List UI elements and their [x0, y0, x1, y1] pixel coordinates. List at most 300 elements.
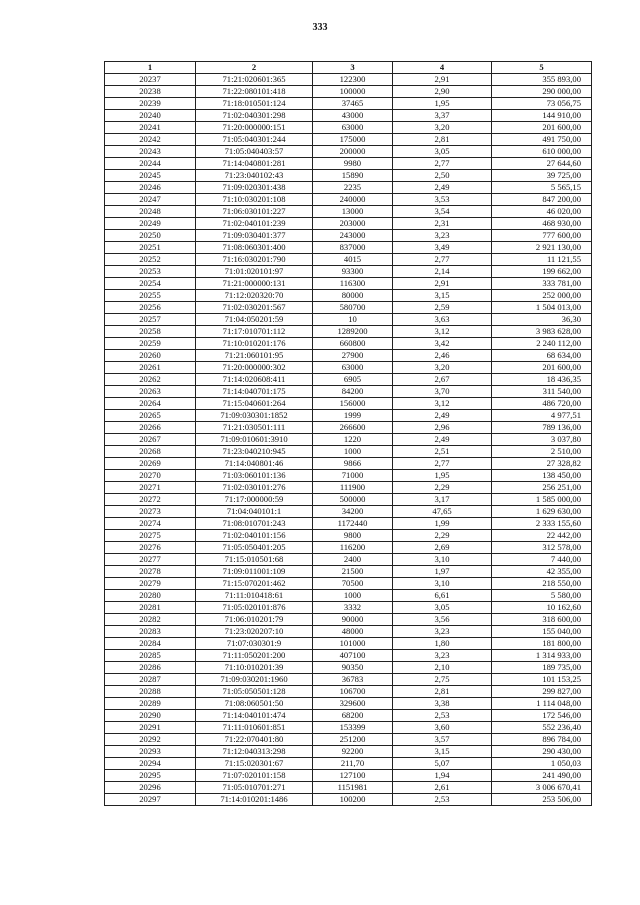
area-cell: 21500 [313, 566, 393, 578]
value-cell: 491 750,00 [492, 134, 592, 146]
value-cell: 241 490,00 [492, 770, 592, 782]
row-number-cell: 20296 [105, 782, 196, 794]
rate-cell: 3,20 [393, 362, 492, 374]
cadastral-number-cell: 71:09:010601:3910 [196, 434, 313, 446]
table-header [105, 62, 592, 74]
table-row [105, 278, 592, 290]
rate-cell: 3,63 [393, 314, 492, 326]
cadastral-number-cell: 71:05:020101:876 [196, 602, 313, 614]
rate-cell: 3,10 [393, 578, 492, 590]
row-number-cell: 20268 [105, 446, 196, 458]
table-row [105, 338, 592, 350]
value-cell: 486 720,00 [492, 398, 592, 410]
column-header-1: 1 [105, 62, 196, 74]
cadastral-number-cell: 71:08:060501:50 [196, 698, 313, 710]
rate-cell: 2,67 [393, 374, 492, 386]
row-number-cell: 20256 [105, 302, 196, 314]
value-cell: 610 000,00 [492, 146, 592, 158]
row-number-cell: 20267 [105, 434, 196, 446]
row-number-cell: 20274 [105, 518, 196, 530]
row-number-cell: 20291 [105, 722, 196, 734]
row-number-cell: 20289 [105, 698, 196, 710]
rate-cell: 3,12 [393, 398, 492, 410]
rate-cell: 2,91 [393, 74, 492, 86]
area-cell: 6905 [313, 374, 393, 386]
table-body [105, 74, 592, 806]
table-row [105, 194, 592, 206]
cadastral-number-cell: 71:15:020301:67 [196, 758, 313, 770]
rate-cell: 1,94 [393, 770, 492, 782]
table-row [105, 290, 592, 302]
value-cell: 290 430,00 [492, 746, 592, 758]
cadastral-number-cell: 71:09:030401:377 [196, 230, 313, 242]
area-cell: 63000 [313, 362, 393, 374]
cadastral-number-cell: 71:05:050401:205 [196, 542, 313, 554]
table-row [105, 122, 592, 134]
row-number-cell: 20278 [105, 566, 196, 578]
row-number-cell: 20288 [105, 686, 196, 698]
area-cell: 1172440 [313, 518, 393, 530]
cadastral-number-cell: 71:23:040210:945 [196, 446, 313, 458]
rate-cell: 2,10 [393, 662, 492, 674]
cadastral-number-cell: 71:06:030101:227 [196, 206, 313, 218]
cadastral-number-cell: 71:21:060101:95 [196, 350, 313, 362]
rate-cell: 3,57 [393, 734, 492, 746]
row-number-cell: 20250 [105, 230, 196, 242]
area-cell: 106700 [313, 686, 393, 698]
value-cell: 1 504 013,00 [492, 302, 592, 314]
rate-cell: 2,31 [393, 218, 492, 230]
row-number-cell: 20281 [105, 602, 196, 614]
row-number-cell: 20240 [105, 110, 196, 122]
page-number: 333 [312, 22, 328, 33]
area-cell: 329600 [313, 698, 393, 710]
rate-cell: 2,75 [393, 674, 492, 686]
row-number-cell: 20259 [105, 338, 196, 350]
value-cell: 181 800,00 [492, 638, 592, 650]
value-cell: 552 236,40 [492, 722, 592, 734]
value-cell: 1 314 933,00 [492, 650, 592, 662]
rate-cell: 3,53 [393, 194, 492, 206]
cadastral-number-cell: 71:08:060301:400 [196, 242, 313, 254]
area-cell: 111900 [313, 482, 393, 494]
cadastral-number-cell: 71:15:070201:462 [196, 578, 313, 590]
column-header-3: 3 [313, 62, 393, 74]
rate-cell: 3,23 [393, 230, 492, 242]
table-row [105, 494, 592, 506]
row-number-cell: 20238 [105, 86, 196, 98]
rate-cell: 3,42 [393, 338, 492, 350]
area-cell: 13000 [313, 206, 393, 218]
rate-cell: 2,29 [393, 482, 492, 494]
rate-cell: 2,59 [393, 302, 492, 314]
area-cell: 2235 [313, 182, 393, 194]
value-cell: 252 000,00 [492, 290, 592, 302]
row-number-cell: 20277 [105, 554, 196, 566]
rate-cell: 1,95 [393, 98, 492, 110]
row-number-cell: 20265 [105, 410, 196, 422]
row-number-cell: 20272 [105, 494, 196, 506]
row-number-cell: 20283 [105, 626, 196, 638]
cadastral-number-cell: 71:20:000000:151 [196, 122, 313, 134]
cadastral-number-cell: 71:18:010501:124 [196, 98, 313, 110]
cadastral-number-cell: 71:16:030201:790 [196, 254, 313, 266]
cadastral-number-cell: 71:15:040601:264 [196, 398, 313, 410]
row-number-cell: 20239 [105, 98, 196, 110]
cadastral-number-cell: 71:10:010201:176 [196, 338, 313, 350]
cadastral-number-cell: 71:05:040301:244 [196, 134, 313, 146]
area-cell: 9980 [313, 158, 393, 170]
area-cell: 1999 [313, 410, 393, 422]
area-cell: 200000 [313, 146, 393, 158]
rate-cell: 2,46 [393, 350, 492, 362]
cadastral-number-cell: 71:09:020301:438 [196, 182, 313, 194]
value-cell: 11 121,55 [492, 254, 592, 266]
row-number-cell: 20253 [105, 266, 196, 278]
rate-cell: 2,77 [393, 254, 492, 266]
area-cell: 101000 [313, 638, 393, 650]
table-row [105, 722, 592, 734]
area-cell: 9800 [313, 530, 393, 542]
value-cell: 46 020,00 [492, 206, 592, 218]
row-number-cell: 20285 [105, 650, 196, 662]
row-number-cell: 20264 [105, 398, 196, 410]
area-cell: 93300 [313, 266, 393, 278]
value-cell: 2 510,00 [492, 446, 592, 458]
value-cell: 3 037,80 [492, 434, 592, 446]
rate-cell: 2,61 [393, 782, 492, 794]
value-cell: 189 735,00 [492, 662, 592, 674]
value-cell: 218 550,00 [492, 578, 592, 590]
value-cell: 3 006 670,41 [492, 782, 592, 794]
area-cell: 407100 [313, 650, 393, 662]
value-cell: 2 240 112,00 [492, 338, 592, 350]
register-table [104, 61, 592, 806]
cadastral-number-cell: 71:14:010201:1486 [196, 794, 313, 806]
area-cell: 90350 [313, 662, 393, 674]
rate-cell: 2,49 [393, 434, 492, 446]
table-row [105, 182, 592, 194]
cadastral-number-cell: 71:22:070401:80 [196, 734, 313, 746]
area-cell: 660800 [313, 338, 393, 350]
rate-cell: 3,54 [393, 206, 492, 218]
column-header-5: 5 [492, 62, 592, 74]
area-cell: 84200 [313, 386, 393, 398]
row-number-cell: 20258 [105, 326, 196, 338]
column-header-4: 4 [393, 62, 492, 74]
table-row [105, 698, 592, 710]
value-cell: 172 546,00 [492, 710, 592, 722]
table-row [105, 206, 592, 218]
rate-cell: 2,50 [393, 170, 492, 182]
value-cell: 7 440,00 [492, 554, 592, 566]
rate-cell: 3,15 [393, 290, 492, 302]
table-row [105, 110, 592, 122]
area-cell: 240000 [313, 194, 393, 206]
row-number-cell: 20290 [105, 710, 196, 722]
area-cell: 90000 [313, 614, 393, 626]
table-row [105, 158, 592, 170]
value-cell: 1 629 630,00 [492, 506, 592, 518]
rate-cell: 2,14 [393, 266, 492, 278]
rate-cell: 2,96 [393, 422, 492, 434]
area-cell: 34200 [313, 506, 393, 518]
area-cell: 1000 [313, 446, 393, 458]
value-cell: 73 056,75 [492, 98, 592, 110]
row-number-cell: 20237 [105, 74, 196, 86]
table-row [105, 782, 592, 794]
row-number-cell: 20255 [105, 290, 196, 302]
table-row [105, 590, 592, 602]
row-number-cell: 20269 [105, 458, 196, 470]
value-cell: 256 251,00 [492, 482, 592, 494]
value-cell: 847 200,00 [492, 194, 592, 206]
area-cell: 15890 [313, 170, 393, 182]
area-cell: 71000 [313, 470, 393, 482]
cadastral-number-cell: 71:14:020608:411 [196, 374, 313, 386]
row-number-cell: 20260 [105, 350, 196, 362]
cadastral-number-cell: 71:17:010701:112 [196, 326, 313, 338]
cadastral-number-cell: 71:11:050201:200 [196, 650, 313, 662]
table-row [105, 74, 592, 86]
table-row [105, 602, 592, 614]
area-cell: 251200 [313, 734, 393, 746]
table-row [105, 530, 592, 542]
table-row [105, 650, 592, 662]
cadastral-number-cell: 71:02:030101:276 [196, 482, 313, 494]
table-row [105, 518, 592, 530]
table-row [105, 350, 592, 362]
value-cell: 1 585 000,00 [492, 494, 592, 506]
value-cell: 201 600,00 [492, 122, 592, 134]
cadastral-number-cell: 71:15:010501:68 [196, 554, 313, 566]
value-cell: 253 506,00 [492, 794, 592, 806]
row-number-cell: 20244 [105, 158, 196, 170]
rate-cell: 3,23 [393, 650, 492, 662]
table-row [105, 374, 592, 386]
value-cell: 138 450,00 [492, 470, 592, 482]
table-row [105, 674, 592, 686]
value-cell: 318 600,00 [492, 614, 592, 626]
rate-cell: 3,05 [393, 146, 492, 158]
table-row [105, 506, 592, 518]
area-cell: 500000 [313, 494, 393, 506]
area-cell: 837000 [313, 242, 393, 254]
table-row [105, 662, 592, 674]
area-cell: 1220 [313, 434, 393, 446]
cadastral-number-cell: 71:10:010201:39 [196, 662, 313, 674]
rate-cell: 2,49 [393, 410, 492, 422]
value-cell: 155 040,00 [492, 626, 592, 638]
cadastral-number-cell: 71:23:020207:10 [196, 626, 313, 638]
value-cell: 18 436,35 [492, 374, 592, 386]
area-cell: 100000 [313, 86, 393, 98]
value-cell: 468 930,00 [492, 218, 592, 230]
value-cell: 39 725,00 [492, 170, 592, 182]
row-number-cell: 20276 [105, 542, 196, 554]
table-row [105, 446, 592, 458]
rate-cell: 1,80 [393, 638, 492, 650]
table-row [105, 638, 592, 650]
rate-cell: 2,81 [393, 134, 492, 146]
rate-cell: 2,77 [393, 458, 492, 470]
value-cell: 2 333 155,60 [492, 518, 592, 530]
table-row [105, 266, 592, 278]
value-cell: 311 540,00 [492, 386, 592, 398]
cadastral-number-cell: 71:14:040101:474 [196, 710, 313, 722]
table-row [105, 254, 592, 266]
rate-cell: 3,49 [393, 242, 492, 254]
table-row [105, 218, 592, 230]
rate-cell: 2,69 [393, 542, 492, 554]
area-cell: 48000 [313, 626, 393, 638]
area-cell: 122300 [313, 74, 393, 86]
area-cell: 43000 [313, 110, 393, 122]
cadastral-number-cell: 71:21:020601:365 [196, 74, 313, 86]
value-cell: 10 162,60 [492, 602, 592, 614]
row-number-cell: 20295 [105, 770, 196, 782]
value-cell: 101 153,25 [492, 674, 592, 686]
row-number-cell: 20246 [105, 182, 196, 194]
table-row [105, 362, 592, 374]
cadastral-number-cell: 71:11:010601:851 [196, 722, 313, 734]
table-row [105, 170, 592, 182]
table-row [105, 554, 592, 566]
area-cell: 211,70 [313, 758, 393, 770]
value-cell: 355 893,00 [492, 74, 592, 86]
cadastral-number-cell: 71:09:030201:1960 [196, 674, 313, 686]
area-cell: 3332 [313, 602, 393, 614]
table-row [105, 398, 592, 410]
cadastral-number-cell: 71:03:060101:136 [196, 470, 313, 482]
row-number-cell: 20263 [105, 386, 196, 398]
value-cell: 5 580,00 [492, 590, 592, 602]
rate-cell: 3,60 [393, 722, 492, 734]
table-row [105, 734, 592, 746]
value-cell: 896 784,00 [492, 734, 592, 746]
row-number-cell: 20282 [105, 614, 196, 626]
rate-cell: 3,20 [393, 122, 492, 134]
value-cell: 42 355,00 [492, 566, 592, 578]
area-cell: 92200 [313, 746, 393, 758]
row-number-cell: 20286 [105, 662, 196, 674]
row-number-cell: 20297 [105, 794, 196, 806]
row-number-cell: 20254 [105, 278, 196, 290]
table-row [105, 302, 592, 314]
row-number-cell: 20248 [105, 206, 196, 218]
row-number-cell: 20293 [105, 746, 196, 758]
area-cell: 580700 [313, 302, 393, 314]
table-row [105, 86, 592, 98]
cadastral-number-cell: 71:05:010701:271 [196, 782, 313, 794]
cadastral-number-cell: 71:22:080101:418 [196, 86, 313, 98]
row-number-cell: 20287 [105, 674, 196, 686]
value-cell: 333 781,00 [492, 278, 592, 290]
area-cell: 100200 [313, 794, 393, 806]
area-cell: 243000 [313, 230, 393, 242]
cadastral-number-cell: 71:05:050501:128 [196, 686, 313, 698]
rate-cell: 3,38 [393, 698, 492, 710]
row-number-cell: 20279 [105, 578, 196, 590]
cadastral-number-cell: 71:02:040301:298 [196, 110, 313, 122]
rate-cell: 3,37 [393, 110, 492, 122]
area-cell: 80000 [313, 290, 393, 302]
table-row [105, 434, 592, 446]
cadastral-number-cell: 71:09:030301:1852 [196, 410, 313, 422]
table-row [105, 746, 592, 758]
cadastral-number-cell: 71:17:000000:59 [196, 494, 313, 506]
cadastral-number-cell: 71:20:000000:302 [196, 362, 313, 374]
rate-cell: 2,91 [393, 278, 492, 290]
rate-cell: 2,29 [393, 530, 492, 542]
value-cell: 312 578,00 [492, 542, 592, 554]
cadastral-number-cell: 71:14:040801:281 [196, 158, 313, 170]
row-number-cell: 20261 [105, 362, 196, 374]
row-number-cell: 20252 [105, 254, 196, 266]
table-row [105, 758, 592, 770]
table-row [105, 314, 592, 326]
area-cell: 37465 [313, 98, 393, 110]
row-number-cell: 20257 [105, 314, 196, 326]
table-row [105, 614, 592, 626]
area-cell: 70500 [313, 578, 393, 590]
value-cell: 22 442,00 [492, 530, 592, 542]
row-number-cell: 20247 [105, 194, 196, 206]
value-cell: 777 600,00 [492, 230, 592, 242]
value-cell: 290 000,00 [492, 86, 592, 98]
rate-cell: 2,53 [393, 794, 492, 806]
cadastral-number-cell: 71:01:020101:97 [196, 266, 313, 278]
cadastral-number-cell: 71:12:020320:70 [196, 290, 313, 302]
row-number-cell: 20280 [105, 590, 196, 602]
row-number-cell: 20275 [105, 530, 196, 542]
rate-cell: 6,61 [393, 590, 492, 602]
cadastral-number-cell: 71:07:020101:158 [196, 770, 313, 782]
area-cell: 68200 [313, 710, 393, 722]
table-row [105, 626, 592, 638]
rate-cell: 3,56 [393, 614, 492, 626]
value-cell: 1 050,03 [492, 758, 592, 770]
cadastral-number-cell: 71:10:030201:108 [196, 194, 313, 206]
area-cell: 27900 [313, 350, 393, 362]
value-cell: 36,30 [492, 314, 592, 326]
row-number-cell: 20294 [105, 758, 196, 770]
area-cell: 153399 [313, 722, 393, 734]
table-row [105, 98, 592, 110]
rate-cell: 2,81 [393, 686, 492, 698]
cadastral-number-cell: 71:14:040801:46 [196, 458, 313, 470]
table-row [105, 146, 592, 158]
table-row [105, 770, 592, 782]
row-number-cell: 20249 [105, 218, 196, 230]
rate-cell: 1,97 [393, 566, 492, 578]
rate-cell: 47,65 [393, 506, 492, 518]
cadastral-number-cell: 71:08:010701:243 [196, 518, 313, 530]
table-row [105, 566, 592, 578]
row-number-cell: 20262 [105, 374, 196, 386]
table-row [105, 470, 592, 482]
cadastral-number-cell: 71:02:040101:239 [196, 218, 313, 230]
cadastral-number-cell: 71:21:030501:111 [196, 422, 313, 434]
row-number-cell: 20284 [105, 638, 196, 650]
row-number-cell: 20271 [105, 482, 196, 494]
cadastral-number-cell: 71:11:010418:61 [196, 590, 313, 602]
row-number-cell: 20243 [105, 146, 196, 158]
table-row [105, 422, 592, 434]
cadastral-number-cell: 71:23:040102:43 [196, 170, 313, 182]
value-cell: 299 827,00 [492, 686, 592, 698]
area-cell: 10 [313, 314, 393, 326]
